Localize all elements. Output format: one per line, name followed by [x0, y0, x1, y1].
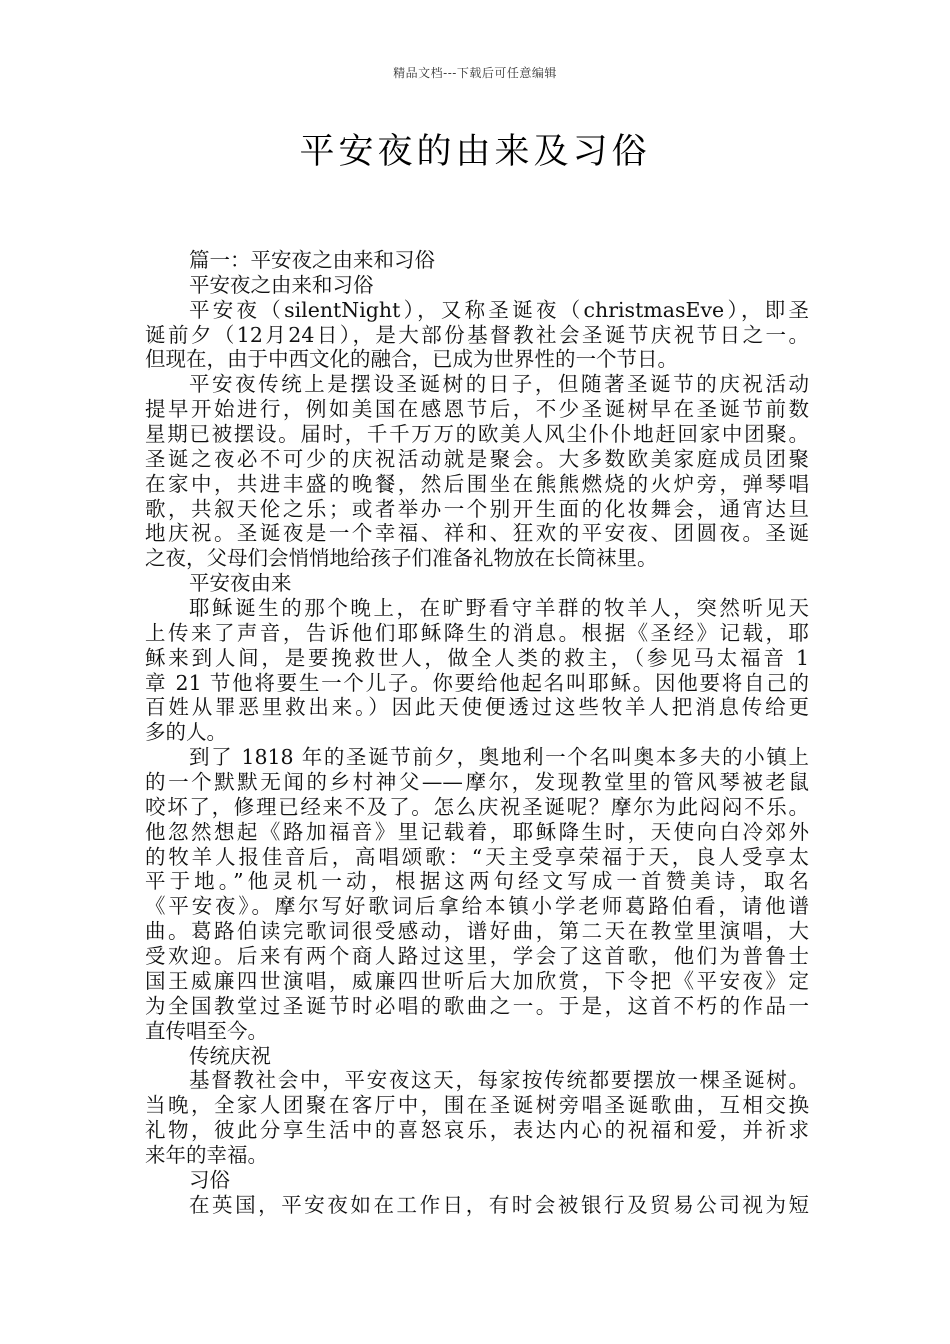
- paragraph-line: 曲。葛路伯读完歌词很受感动，谱好曲，第二天在教堂里演唱，大: [145, 919, 809, 944]
- paragraph-celebration: [145, 1068, 809, 1167]
- paragraph-line: 到了 1818 年的圣诞节前夕，奥地利一个名叫奥本多夫的小镇上: [189, 745, 809, 770]
- paragraph-line: 基督教社会中，平安夜这天，每家按传统都要摆放一棵圣诞树。: [189, 1068, 809, 1093]
- page-header-note: 精品文档---下载后可任意编辑: [393, 66, 557, 80]
- paragraph-line: 国王威廉四世演唱，威廉四世听后大加欣赏，下令把《平安夜》定: [145, 968, 809, 993]
- paragraph-line: 但现在，由于中西文化的融合，已成为世界性的一个节日。: [145, 347, 678, 372]
- paragraph-line: 提早开始进行，例如美国在感恩节后，不少圣诞树早在圣诞节前数: [145, 397, 809, 422]
- paragraph-line: 咬坏了，修理已经来不及了。怎么庆祝圣诞呢？摩尔为此闷闷不乐。: [145, 794, 809, 819]
- subheading: 平安夜之由来和习俗: [189, 272, 374, 297]
- paragraph-intro: [145, 298, 809, 373]
- paragraph-line: 章 21 节他将要生一个儿子。你要给他起名叫耶稣。因他要将自己的: [145, 670, 809, 695]
- paragraph-line: 多的人。: [145, 720, 227, 745]
- paragraph-line: 诞前夕（12月24日），是大部份基督教社会圣诞节庆祝节日之一。: [145, 322, 809, 347]
- document-body: [145, 248, 809, 1218]
- paragraph-line: 平安夜（silentNight），又称圣诞夜（christmasEve），即圣: [189, 297, 809, 322]
- paragraph-line: 之夜，父母们会悄悄地给孩子们准备礼物放在长筒袜里。: [145, 546, 658, 571]
- paragraph-line: 耶稣诞生的那个晚上，在旷野看守羊群的牧羊人，突然听见天: [189, 596, 809, 621]
- paragraph-line: 歌，共叙天伦之乐；或者举办一个别开生面的化妆舞会，通宵达旦: [145, 496, 809, 521]
- paragraph-line: 地庆祝。圣诞夜是一个幸福、祥和、狂欢的平安夜、团圆夜。圣诞: [145, 521, 809, 546]
- paragraph-line: 平于地。”他灵机一动，根据这两句经文写成一首赞美诗，取名: [145, 869, 809, 894]
- heading-origin: 平安夜由来: [189, 571, 292, 596]
- paragraph-uk-customs: [145, 1193, 809, 1218]
- paragraph-line: 当晚，全家人团聚在客厅中，围在圣诞树旁唱圣诞歌曲，互相交换: [145, 1093, 809, 1118]
- paragraph-line: 礼物，彼此分享生活中的喜怒哀乐，表达内心的祝福和爱，并祈求: [145, 1118, 809, 1143]
- paragraph-line: 圣诞之夜必不可少的庆祝活动就是聚会。大多数欧美家庭成员团聚: [145, 446, 809, 471]
- paragraph-line: 《平安夜》。摩尔写好歌词后拿给本镇小学老师葛路伯看，请他谱: [145, 894, 809, 919]
- heading-tradition: 传统庆祝: [189, 1043, 271, 1068]
- paragraph-line: 在英国，平安夜如在工作日，有时会被银行及贸易公司视为短: [189, 1192, 809, 1217]
- paragraph-line: 来年的幸福。: [145, 1142, 268, 1167]
- paragraph-line: 稣来到人间，是要挽救世人，做全人类的救主，（参见马太福音 1: [145, 645, 809, 670]
- paragraph-line: 的一个默默无闻的乡村神父——摩尔，发现教堂里的管风琴被老鼠: [145, 770, 809, 795]
- section-heading: 篇一：平安夜之由来和习俗: [189, 248, 435, 272]
- paragraph-line: 平安夜传统上是摆设圣诞树的日子，但随著圣诞节的庆祝活动: [189, 372, 809, 397]
- paragraph-line: 直传唱至今。: [145, 1018, 268, 1043]
- paragraph-line: 上传来了声音，告诉他们耶稣降生的消息。根据《圣经》记载，耶: [145, 620, 809, 645]
- heading-customs: 习俗: [189, 1167, 230, 1192]
- paragraph-line: 他忽然想起《路加福音》里记载着，耶稣降生时，天使向白冷郊外: [145, 819, 809, 844]
- paragraph-line: 的牧羊人报佳音后，高唱颂歌：“天主受享荣福于天，良人受享太: [145, 844, 809, 869]
- paragraph-line: 星期已被摆设。届时，千千万万的欧美人风尘仆仆地赶回家中团聚。: [145, 422, 809, 447]
- paragraph-traditions: [145, 372, 809, 571]
- document-title: 平安夜的由来及习俗: [299, 132, 651, 172]
- paragraph-nativity: [145, 596, 809, 745]
- paragraph-line: 百姓从罪恶里救出来。）因此天使便透过这些牧羊人把消息传给更: [145, 695, 809, 720]
- paragraph-line: 受欢迎。后来有两个商人路过这里，学会了这首歌，他们为普鲁士: [145, 944, 809, 969]
- paragraph-song-history: [145, 745, 809, 1043]
- paragraph-line: 在家中，共进丰盛的晚餐，然后围坐在熊熊燃烧的火炉旁，弹琴唱: [145, 471, 809, 496]
- paragraph-line: 为全国教堂过圣诞节时必唱的歌曲之一。于是，这首不朽的作品一: [145, 993, 809, 1018]
